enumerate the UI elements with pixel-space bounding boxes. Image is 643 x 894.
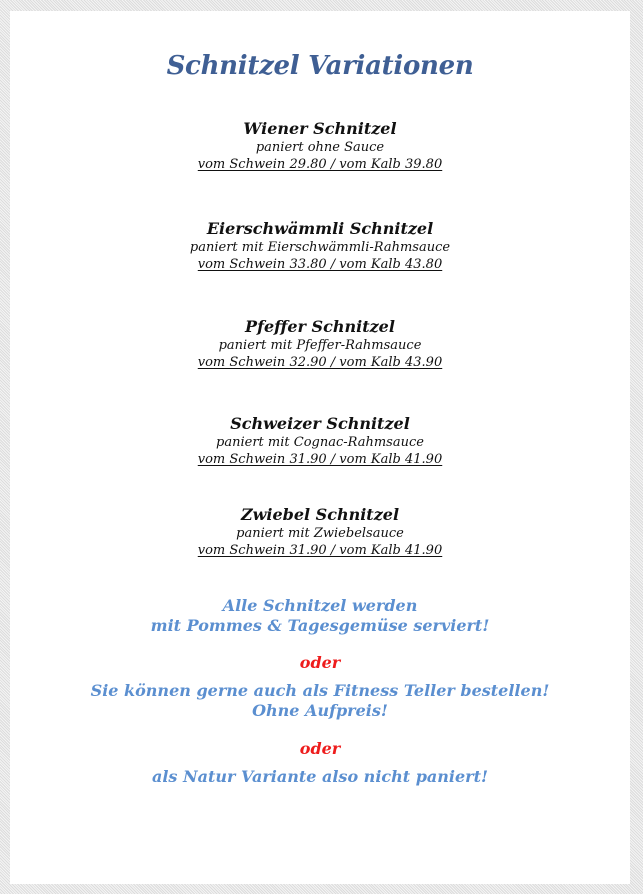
menu-item-name: Schweizer Schnitzel [230, 414, 410, 433]
menu-item-price: vom Schwein 31.90 / vom Kalb 41.90 [197, 543, 443, 558]
menu-item-name: Wiener Schnitzel [243, 119, 397, 138]
menu-item-description: paniert ohne Sauce [255, 140, 385, 155]
menu-item-price: vom Schwein 29.80 / vom Kalb 39.80 [197, 157, 443, 172]
menu-item-price: vom Schwein 32.90 / vom Kalb 43.90 [197, 355, 443, 370]
served-note-line-1: Alle Schnitzel werden [222, 596, 418, 615]
menu-item-description: paniert mit Cognac-Rahmsauce [216, 435, 424, 450]
menu-item-description: paniert mit Pfeffer-Rahmsauce [218, 338, 422, 353]
menu-item-schweizer-schnitzel [10, 414, 630, 468]
served-note-line-2: mit Pommes & Tagesgemüse serviert! [150, 616, 490, 635]
page-title: Schnitzel Variationen [166, 51, 474, 81]
menu-item-eierschwaemmli-schnitzel [10, 219, 630, 273]
menu-item-description: paniert mit Eierschwämmli-Rahmsauce [189, 240, 451, 255]
menu-item-name: Eierschwämmli Schnitzel [206, 219, 434, 238]
fitness-note-line-2: Ohne Aufpreis! [252, 701, 388, 720]
menu-item-name: Pfeffer Schnitzel [245, 317, 395, 336]
menu-item-pfeffer-schnitzel [10, 317, 630, 371]
oder-separator-2: oder [299, 739, 341, 758]
menu-item-price: vom Schwein 33.80 / vom Kalb 43.80 [197, 257, 443, 272]
fitness-note-line-1: Sie können gerne auch als Fitness Teller bestellen! [90, 681, 550, 700]
menu-item-price: vom Schwein 31.90 / vom Kalb 41.90 [197, 452, 443, 467]
menu-item-name: Zwiebel Schnitzel [240, 505, 400, 524]
fitness-teller-note [10, 681, 630, 721]
natur-variante-note: als Natur Variante also nicht paniert! [151, 767, 489, 786]
served-with-note [10, 596, 630, 636]
menu-item-description: paniert mit Zwiebelsauce [236, 526, 404, 541]
menu-page [10, 11, 630, 884]
oder-separator-1: oder [299, 653, 341, 672]
menu-item-wiener-schnitzel [10, 119, 630, 173]
menu-item-zwiebel-schnitzel [10, 505, 630, 559]
